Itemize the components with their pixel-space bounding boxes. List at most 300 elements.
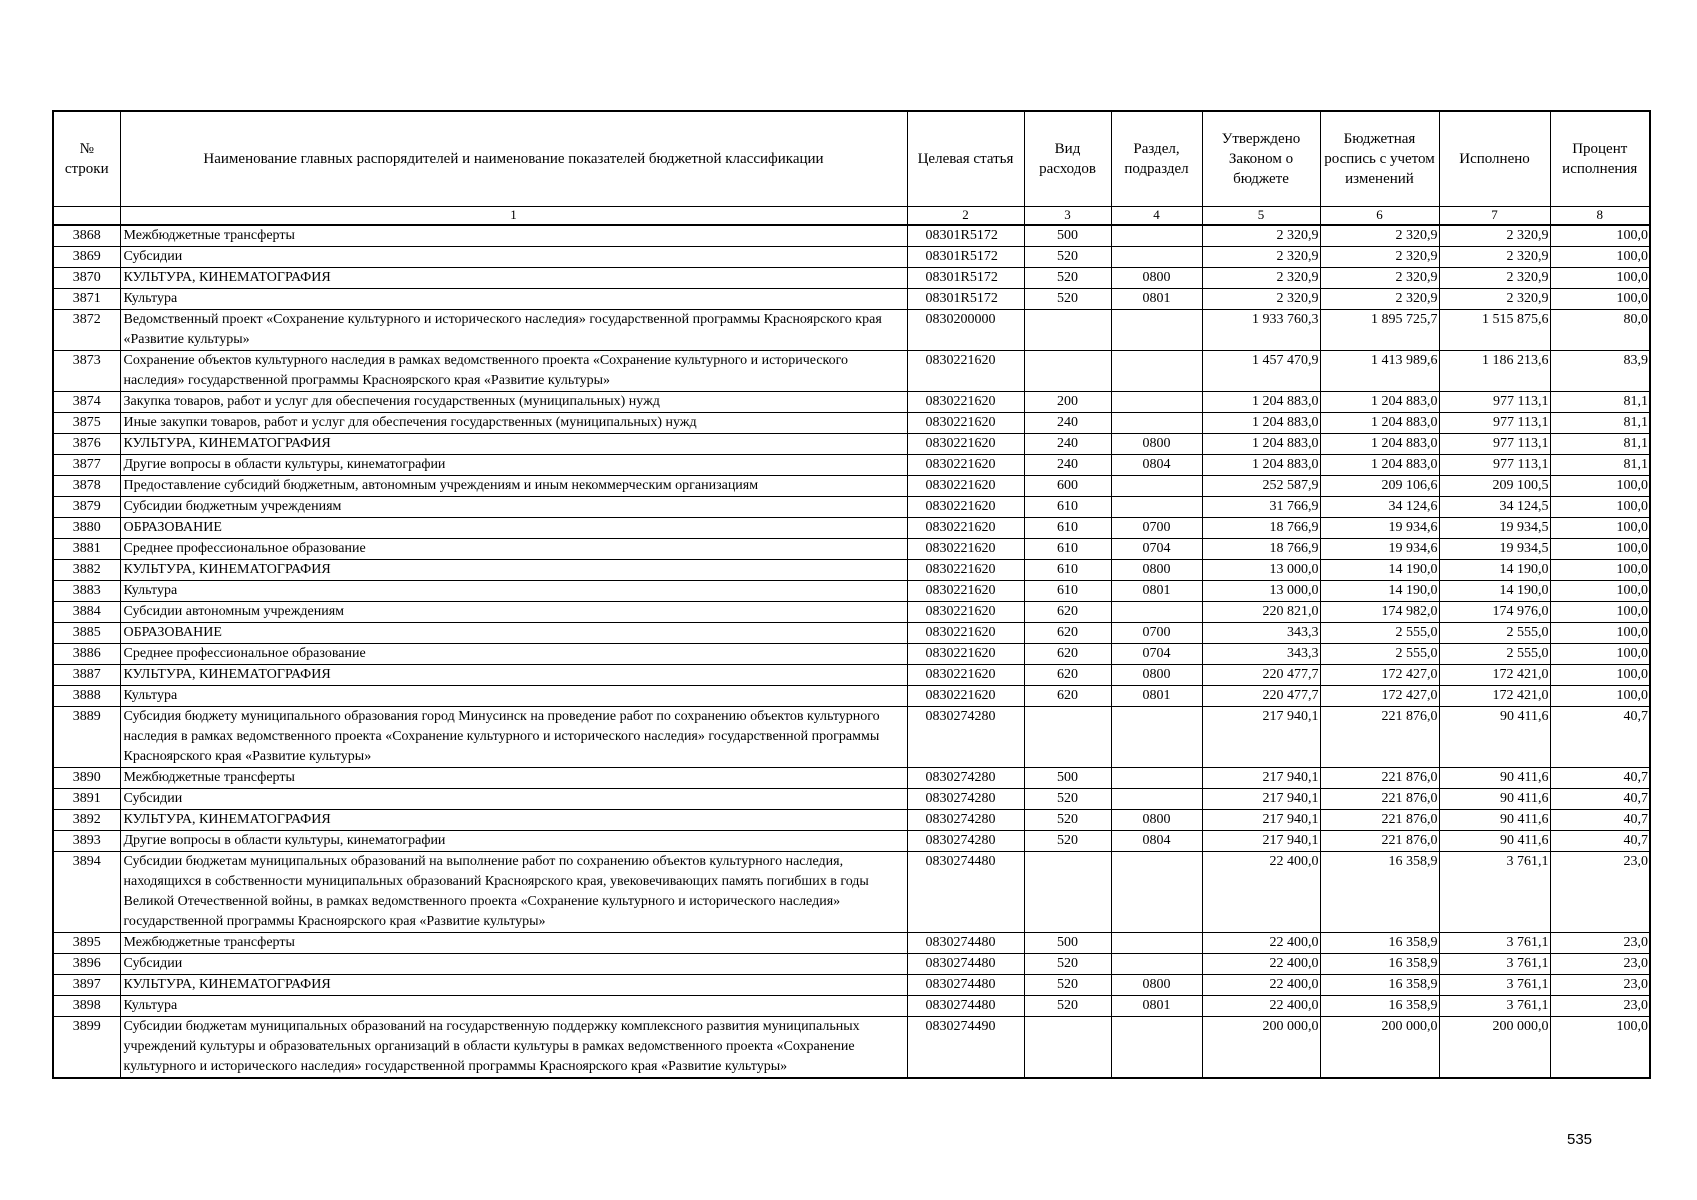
percent-cell: 100,0 bbox=[1550, 497, 1650, 518]
percent-cell: 81,1 bbox=[1550, 413, 1650, 434]
expense-type-cell: 620 bbox=[1024, 665, 1111, 686]
header-name: Наименование главных распорядителей и наименование показателей бюджетной классификации bbox=[120, 111, 907, 207]
expense-type-cell: 520 bbox=[1024, 810, 1111, 831]
row-number-cell: 3870 bbox=[53, 268, 120, 289]
approved-cell: 22 400,0 bbox=[1202, 996, 1320, 1017]
name-cell: Культура bbox=[120, 996, 907, 1017]
name-cell: Субсидии автономным учреждениям bbox=[120, 602, 907, 623]
column-number: 5 bbox=[1202, 207, 1320, 226]
name-cell: Межбюджетные трансферты bbox=[120, 933, 907, 954]
table-row bbox=[53, 581, 1650, 602]
approved-cell: 220 477,7 bbox=[1202, 665, 1320, 686]
header-executed: Исполнено bbox=[1439, 111, 1550, 207]
budget-list-cell: 1 204 883,0 bbox=[1320, 434, 1439, 455]
percent-cell: 81,1 bbox=[1550, 455, 1650, 476]
table-row bbox=[53, 539, 1650, 560]
budget-list-cell: 1 204 883,0 bbox=[1320, 413, 1439, 434]
target-article-cell: 0830221620 bbox=[907, 476, 1024, 497]
expense-type-cell: 520 bbox=[1024, 996, 1111, 1017]
row-number-cell: 3875 bbox=[53, 413, 120, 434]
section-cell: 0804 bbox=[1111, 455, 1202, 476]
percent-cell: 100,0 bbox=[1550, 268, 1650, 289]
approved-cell: 31 766,9 bbox=[1202, 497, 1320, 518]
row-number-cell: 3878 bbox=[53, 476, 120, 497]
target-article-cell: 0830221620 bbox=[907, 539, 1024, 560]
column-number: 4 bbox=[1111, 207, 1202, 226]
expense-type-cell: 610 bbox=[1024, 539, 1111, 560]
table-row bbox=[53, 810, 1650, 831]
name-cell: Субсидии bbox=[120, 954, 907, 975]
name-cell: Другие вопросы в области культуры, кинематографии bbox=[120, 455, 907, 476]
table-row bbox=[53, 413, 1650, 434]
percent-cell: 40,7 bbox=[1550, 831, 1650, 852]
table-body bbox=[53, 225, 1650, 1078]
section-cell bbox=[1111, 413, 1202, 434]
expense-type-cell: 520 bbox=[1024, 954, 1111, 975]
approved-cell: 220 821,0 bbox=[1202, 602, 1320, 623]
executed-cell: 2 555,0 bbox=[1439, 644, 1550, 665]
executed-cell: 3 761,1 bbox=[1439, 933, 1550, 954]
section-cell bbox=[1111, 310, 1202, 351]
budget-list-cell: 1 204 883,0 bbox=[1320, 455, 1439, 476]
approved-cell: 343,3 bbox=[1202, 623, 1320, 644]
approved-cell: 13 000,0 bbox=[1202, 581, 1320, 602]
target-article-cell: 0830200000 bbox=[907, 310, 1024, 351]
percent-cell: 100,0 bbox=[1550, 518, 1650, 539]
executed-cell: 90 411,6 bbox=[1439, 831, 1550, 852]
row-number-cell: 3872 bbox=[53, 310, 120, 351]
percent-cell: 40,7 bbox=[1550, 768, 1650, 789]
percent-cell: 100,0 bbox=[1550, 686, 1650, 707]
row-number-cell: 3882 bbox=[53, 560, 120, 581]
name-cell: КУЛЬТУРА, КИНЕМАТОГРАФИЯ bbox=[120, 268, 907, 289]
expense-type-cell: 240 bbox=[1024, 434, 1111, 455]
budget-list-cell: 2 320,9 bbox=[1320, 225, 1439, 247]
row-number-cell: 3885 bbox=[53, 623, 120, 644]
executed-cell: 90 411,6 bbox=[1439, 707, 1550, 768]
row-number-cell: 3887 bbox=[53, 665, 120, 686]
expense-type-cell: 240 bbox=[1024, 413, 1111, 434]
expense-type-cell: 520 bbox=[1024, 289, 1111, 310]
approved-cell: 2 320,9 bbox=[1202, 247, 1320, 268]
executed-cell: 977 113,1 bbox=[1439, 392, 1550, 413]
table-row bbox=[53, 789, 1650, 810]
target-article-cell: 0830274480 bbox=[907, 852, 1024, 933]
approved-cell: 217 940,1 bbox=[1202, 831, 1320, 852]
section-cell: 0804 bbox=[1111, 831, 1202, 852]
name-cell: Межбюджетные трансферты bbox=[120, 225, 907, 247]
budget-list-cell: 14 190,0 bbox=[1320, 560, 1439, 581]
expense-type-cell: 620 bbox=[1024, 644, 1111, 665]
table-row bbox=[53, 560, 1650, 581]
percent-cell: 100,0 bbox=[1550, 225, 1650, 247]
column-number: 2 bbox=[907, 207, 1024, 226]
name-cell: Субсидия бюджету муниципального образования город Минусинск на проведение работ по сохранению объектов культурного наследия в рамках ведомственного проекта «Сохранение культурного и исторического наследия» государственной программы Красноярского края «Развитие культуры» bbox=[120, 707, 907, 768]
table-row bbox=[53, 933, 1650, 954]
header-row-number: № строки bbox=[53, 111, 120, 207]
row-number-cell: 3881 bbox=[53, 539, 120, 560]
executed-cell: 14 190,0 bbox=[1439, 581, 1550, 602]
budget-list-cell: 221 876,0 bbox=[1320, 768, 1439, 789]
target-article-cell: 0830221620 bbox=[907, 665, 1024, 686]
budget-list-cell: 16 358,9 bbox=[1320, 975, 1439, 996]
row-number-cell: 3898 bbox=[53, 996, 120, 1017]
percent-cell: 100,0 bbox=[1550, 623, 1650, 644]
section-cell: 0700 bbox=[1111, 518, 1202, 539]
percent-cell: 100,0 bbox=[1550, 289, 1650, 310]
row-number-cell: 3880 bbox=[53, 518, 120, 539]
expense-type-cell: 620 bbox=[1024, 602, 1111, 623]
table-row bbox=[53, 975, 1650, 996]
name-cell: Предоставление субсидий бюджетным, автономным учреждениям и иным некоммерческим организациям bbox=[120, 476, 907, 497]
percent-cell: 100,0 bbox=[1550, 665, 1650, 686]
expense-type-cell: 610 bbox=[1024, 560, 1111, 581]
percent-cell: 81,1 bbox=[1550, 434, 1650, 455]
percent-cell: 100,0 bbox=[1550, 602, 1650, 623]
expense-type-cell: 520 bbox=[1024, 975, 1111, 996]
row-number-cell: 3879 bbox=[53, 497, 120, 518]
name-cell: Субсидии бюджетным учреждениям bbox=[120, 497, 907, 518]
table-row bbox=[53, 434, 1650, 455]
target-article-cell: 0830274280 bbox=[907, 768, 1024, 789]
budget-list-cell: 1 204 883,0 bbox=[1320, 392, 1439, 413]
percent-cell: 100,0 bbox=[1550, 560, 1650, 581]
expense-type-cell: 520 bbox=[1024, 268, 1111, 289]
table-row bbox=[53, 707, 1650, 768]
executed-cell: 2 320,9 bbox=[1439, 225, 1550, 247]
expense-type-cell: 620 bbox=[1024, 686, 1111, 707]
approved-cell: 1 933 760,3 bbox=[1202, 310, 1320, 351]
expense-type-cell: 200 bbox=[1024, 392, 1111, 413]
row-number-cell: 3897 bbox=[53, 975, 120, 996]
executed-cell: 2 320,9 bbox=[1439, 247, 1550, 268]
name-cell: Субсидии bbox=[120, 247, 907, 268]
target-article-cell: 08301R5172 bbox=[907, 268, 1024, 289]
name-cell: Культура bbox=[120, 289, 907, 310]
executed-cell: 1 186 213,6 bbox=[1439, 351, 1550, 392]
approved-cell: 1 204 883,0 bbox=[1202, 392, 1320, 413]
percent-cell: 100,0 bbox=[1550, 581, 1650, 602]
executed-cell: 34 124,5 bbox=[1439, 497, 1550, 518]
table-row bbox=[53, 644, 1650, 665]
table-header-row bbox=[53, 111, 1650, 207]
header-percent: Процент исполнения bbox=[1550, 111, 1650, 207]
expense-type-cell: 520 bbox=[1024, 831, 1111, 852]
target-article-cell: 0830274280 bbox=[907, 810, 1024, 831]
approved-cell: 22 400,0 bbox=[1202, 954, 1320, 975]
name-cell: Сохранение объектов культурного наследия в рамках ведомственного проекта «Сохранение культурного и исторического наследия» государственной программы Красноярского края «Развитие культуры» bbox=[120, 351, 907, 392]
section-cell bbox=[1111, 497, 1202, 518]
name-cell: Межбюджетные трансферты bbox=[120, 768, 907, 789]
expense-type-cell: 600 bbox=[1024, 476, 1111, 497]
name-cell: Среднее профессиональное образование bbox=[120, 644, 907, 665]
target-article-cell: 0830274280 bbox=[907, 707, 1024, 768]
budget-list-cell: 16 358,9 bbox=[1320, 996, 1439, 1017]
expense-type-cell bbox=[1024, 310, 1111, 351]
table-row bbox=[53, 476, 1650, 497]
budget-list-cell: 221 876,0 bbox=[1320, 707, 1439, 768]
budget-list-cell: 16 358,9 bbox=[1320, 852, 1439, 933]
section-cell bbox=[1111, 602, 1202, 623]
section-cell: 0801 bbox=[1111, 996, 1202, 1017]
target-article-cell: 0830274480 bbox=[907, 933, 1024, 954]
section-cell: 0800 bbox=[1111, 434, 1202, 455]
section-cell bbox=[1111, 789, 1202, 810]
budget-list-cell: 200 000,0 bbox=[1320, 1017, 1439, 1079]
table-row bbox=[53, 310, 1650, 351]
table-row bbox=[53, 455, 1650, 476]
budget-list-cell: 2 320,9 bbox=[1320, 268, 1439, 289]
budget-list-cell: 14 190,0 bbox=[1320, 581, 1439, 602]
target-article-cell: 0830221620 bbox=[907, 497, 1024, 518]
row-number-cell: 3899 bbox=[53, 1017, 120, 1079]
approved-cell: 22 400,0 bbox=[1202, 975, 1320, 996]
executed-cell: 3 761,1 bbox=[1439, 996, 1550, 1017]
column-number-row bbox=[53, 207, 1650, 226]
percent-cell: 80,0 bbox=[1550, 310, 1650, 351]
budget-list-cell: 2 320,9 bbox=[1320, 289, 1439, 310]
table-row bbox=[53, 768, 1650, 789]
target-article-cell: 0830274490 bbox=[907, 1017, 1024, 1079]
column-number: 3 bbox=[1024, 207, 1111, 226]
target-article-cell: 0830274280 bbox=[907, 789, 1024, 810]
section-cell: 0800 bbox=[1111, 975, 1202, 996]
expense-type-cell bbox=[1024, 852, 1111, 933]
percent-cell: 40,7 bbox=[1550, 707, 1650, 768]
row-number-cell: 3890 bbox=[53, 768, 120, 789]
executed-cell: 19 934,5 bbox=[1439, 539, 1550, 560]
name-cell: КУЛЬТУРА, КИНЕМАТОГРАФИЯ bbox=[120, 975, 907, 996]
executed-cell: 3 761,1 bbox=[1439, 852, 1550, 933]
section-cell bbox=[1111, 351, 1202, 392]
header-budget-list: Бюджетная роспись с учетом изменений bbox=[1320, 111, 1439, 207]
executed-cell: 977 113,1 bbox=[1439, 434, 1550, 455]
executed-cell: 174 976,0 bbox=[1439, 602, 1550, 623]
column-number: 8 bbox=[1550, 207, 1650, 226]
approved-cell: 18 766,9 bbox=[1202, 518, 1320, 539]
executed-cell: 3 761,1 bbox=[1439, 975, 1550, 996]
header-expense-type: Вид расходов bbox=[1024, 111, 1111, 207]
section-cell: 0704 bbox=[1111, 644, 1202, 665]
executed-cell: 90 411,6 bbox=[1439, 768, 1550, 789]
budget-execution-table bbox=[52, 110, 1651, 1079]
section-cell bbox=[1111, 933, 1202, 954]
target-article-cell: 0830221620 bbox=[907, 581, 1024, 602]
expense-type-cell: 520 bbox=[1024, 789, 1111, 810]
executed-cell: 172 421,0 bbox=[1439, 686, 1550, 707]
approved-cell: 18 766,9 bbox=[1202, 539, 1320, 560]
section-cell bbox=[1111, 768, 1202, 789]
expense-type-cell: 240 bbox=[1024, 455, 1111, 476]
table-row bbox=[53, 247, 1650, 268]
executed-cell: 977 113,1 bbox=[1439, 413, 1550, 434]
expense-type-cell: 500 bbox=[1024, 768, 1111, 789]
percent-cell: 23,0 bbox=[1550, 852, 1650, 933]
row-number-cell: 3876 bbox=[53, 434, 120, 455]
executed-cell: 2 555,0 bbox=[1439, 623, 1550, 644]
budget-list-cell: 16 358,9 bbox=[1320, 933, 1439, 954]
budget-list-cell: 221 876,0 bbox=[1320, 831, 1439, 852]
target-article-cell: 0830221620 bbox=[907, 455, 1024, 476]
row-number-cell: 3891 bbox=[53, 789, 120, 810]
target-article-cell: 0830221620 bbox=[907, 644, 1024, 665]
executed-cell: 172 421,0 bbox=[1439, 665, 1550, 686]
target-article-cell: 08301R5172 bbox=[907, 247, 1024, 268]
section-cell: 0800 bbox=[1111, 268, 1202, 289]
table-row bbox=[53, 392, 1650, 413]
name-cell: Другие вопросы в области культуры, кинематографии bbox=[120, 831, 907, 852]
approved-cell: 2 320,9 bbox=[1202, 225, 1320, 247]
approved-cell: 22 400,0 bbox=[1202, 933, 1320, 954]
budget-list-cell: 19 934,6 bbox=[1320, 539, 1439, 560]
column-number: 7 bbox=[1439, 207, 1550, 226]
section-cell: 0800 bbox=[1111, 810, 1202, 831]
row-number-cell: 3874 bbox=[53, 392, 120, 413]
budget-list-cell: 34 124,6 bbox=[1320, 497, 1439, 518]
executed-cell: 2 320,9 bbox=[1439, 268, 1550, 289]
target-article-cell: 0830221620 bbox=[907, 623, 1024, 644]
section-cell bbox=[1111, 392, 1202, 413]
header-section: Раздел, подраздел bbox=[1111, 111, 1202, 207]
row-number-cell: 3889 bbox=[53, 707, 120, 768]
header-approved: Утверждено Законом о бюджете bbox=[1202, 111, 1320, 207]
percent-cell: 100,0 bbox=[1550, 644, 1650, 665]
table-row bbox=[53, 289, 1650, 310]
target-article-cell: 0830221620 bbox=[907, 413, 1024, 434]
approved-cell: 1 204 883,0 bbox=[1202, 434, 1320, 455]
target-article-cell: 0830221620 bbox=[907, 434, 1024, 455]
row-number-cell: 3886 bbox=[53, 644, 120, 665]
row-number-cell: 3868 bbox=[53, 225, 120, 247]
budget-list-cell: 1 895 725,7 bbox=[1320, 310, 1439, 351]
percent-cell: 100,0 bbox=[1550, 1017, 1650, 1079]
table-row bbox=[53, 665, 1650, 686]
name-cell: Субсидии бюджетам муниципальных образований на выполнение работ по сохранению объектов культурного наследия, находящихся в собственности муниципальных образований Красноярского края, увековечивающих память погибших в годы Великой Отечественной войны, в рамках ведомственного проекта «Сохранение культурного и исторического наследия» государственной программы Красноярского края «Развитие культуры» bbox=[120, 852, 907, 933]
approved-cell: 220 477,7 bbox=[1202, 686, 1320, 707]
section-cell: 0704 bbox=[1111, 539, 1202, 560]
executed-cell: 14 190,0 bbox=[1439, 560, 1550, 581]
table-row bbox=[53, 831, 1650, 852]
approved-cell: 217 940,1 bbox=[1202, 768, 1320, 789]
name-cell: Культура bbox=[120, 581, 907, 602]
section-cell: 0800 bbox=[1111, 560, 1202, 581]
executed-cell: 209 100,5 bbox=[1439, 476, 1550, 497]
target-article-cell: 0830274480 bbox=[907, 975, 1024, 996]
name-cell: Иные закупки товаров, работ и услуг для обеспечения государственных (муниципальных) нужд bbox=[120, 413, 907, 434]
expense-type-cell: 610 bbox=[1024, 518, 1111, 539]
executed-cell: 200 000,0 bbox=[1439, 1017, 1550, 1079]
percent-cell: 83,9 bbox=[1550, 351, 1650, 392]
budget-list-cell: 221 876,0 bbox=[1320, 810, 1439, 831]
name-cell: ОБРАЗОВАНИЕ bbox=[120, 623, 907, 644]
row-number-cell: 3893 bbox=[53, 831, 120, 852]
approved-cell: 343,3 bbox=[1202, 644, 1320, 665]
executed-cell: 2 320,9 bbox=[1439, 289, 1550, 310]
section-cell: 0801 bbox=[1111, 289, 1202, 310]
section-cell bbox=[1111, 476, 1202, 497]
approved-cell: 1 204 883,0 bbox=[1202, 455, 1320, 476]
row-number-cell: 3895 bbox=[53, 933, 120, 954]
target-article-cell: 0830221620 bbox=[907, 518, 1024, 539]
expense-type-cell: 520 bbox=[1024, 247, 1111, 268]
table-row bbox=[53, 225, 1650, 247]
section-cell bbox=[1111, 247, 1202, 268]
executed-cell: 977 113,1 bbox=[1439, 455, 1550, 476]
target-article-cell: 0830221620 bbox=[907, 560, 1024, 581]
target-article-cell: 0830274480 bbox=[907, 954, 1024, 975]
expense-type-cell: 620 bbox=[1024, 623, 1111, 644]
executed-cell: 3 761,1 bbox=[1439, 954, 1550, 975]
column-number bbox=[53, 207, 120, 226]
table-row bbox=[53, 996, 1650, 1017]
expense-type-cell bbox=[1024, 1017, 1111, 1079]
target-article-cell: 08301R5172 bbox=[907, 289, 1024, 310]
name-cell: Ведомственный проект «Сохранение культурного и исторического наследия» государственной программы Красноярского края «Развитие культуры» bbox=[120, 310, 907, 351]
target-article-cell: 0830221620 bbox=[907, 602, 1024, 623]
budget-list-cell: 172 427,0 bbox=[1320, 686, 1439, 707]
row-number-cell: 3888 bbox=[53, 686, 120, 707]
row-number-cell: 3869 bbox=[53, 247, 120, 268]
row-number-cell: 3892 bbox=[53, 810, 120, 831]
percent-cell: 40,7 bbox=[1550, 810, 1650, 831]
approved-cell: 2 320,9 bbox=[1202, 268, 1320, 289]
expense-type-cell: 610 bbox=[1024, 581, 1111, 602]
section-cell bbox=[1111, 852, 1202, 933]
row-number-cell: 3883 bbox=[53, 581, 120, 602]
section-cell bbox=[1111, 954, 1202, 975]
budget-list-cell: 16 358,9 bbox=[1320, 954, 1439, 975]
approved-cell: 252 587,9 bbox=[1202, 476, 1320, 497]
budget-list-cell: 2 320,9 bbox=[1320, 247, 1439, 268]
target-article-cell: 0830221620 bbox=[907, 686, 1024, 707]
expense-type-cell: 500 bbox=[1024, 225, 1111, 247]
percent-cell: 23,0 bbox=[1550, 954, 1650, 975]
row-number-cell: 3894 bbox=[53, 852, 120, 933]
table-row bbox=[53, 954, 1650, 975]
section-cell: 0801 bbox=[1111, 686, 1202, 707]
section-cell: 0700 bbox=[1111, 623, 1202, 644]
name-cell: КУЛЬТУРА, КИНЕМАТОГРАФИЯ bbox=[120, 560, 907, 581]
row-number-cell: 3896 bbox=[53, 954, 120, 975]
expense-type-cell bbox=[1024, 351, 1111, 392]
name-cell: Среднее профессиональное образование bbox=[120, 539, 907, 560]
target-article-cell: 0830274280 bbox=[907, 831, 1024, 852]
percent-cell: 100,0 bbox=[1550, 247, 1650, 268]
name-cell: Субсидии бюджетам муниципальных образований на государственную поддержку комплексного развития муниципальных учреждений культуры и образовательных организаций в области культуры в рамках ведомственного проекта «Сохранение культурного и исторического наследия» государственной программы Красноярского края «Развитие культуры» bbox=[120, 1017, 907, 1079]
percent-cell: 23,0 bbox=[1550, 933, 1650, 954]
table-row bbox=[53, 623, 1650, 644]
approved-cell: 22 400,0 bbox=[1202, 852, 1320, 933]
percent-cell: 100,0 bbox=[1550, 476, 1650, 497]
budget-list-cell: 2 555,0 bbox=[1320, 623, 1439, 644]
approved-cell: 1 457 470,9 bbox=[1202, 351, 1320, 392]
target-article-cell: 0830221620 bbox=[907, 351, 1024, 392]
executed-cell: 90 411,6 bbox=[1439, 810, 1550, 831]
column-number: 1 bbox=[120, 207, 907, 226]
header-target-article: Целевая статья bbox=[907, 111, 1024, 207]
target-article-cell: 0830274480 bbox=[907, 996, 1024, 1017]
section-cell: 0801 bbox=[1111, 581, 1202, 602]
row-number-cell: 3884 bbox=[53, 602, 120, 623]
executed-cell: 19 934,5 bbox=[1439, 518, 1550, 539]
expense-type-cell bbox=[1024, 707, 1111, 768]
table-row bbox=[53, 852, 1650, 933]
name-cell: Закупка товаров, работ и услуг для обеспечения государственных (муниципальных) нужд bbox=[120, 392, 907, 413]
budget-list-cell: 174 982,0 bbox=[1320, 602, 1439, 623]
name-cell: Субсидии bbox=[120, 789, 907, 810]
table-row bbox=[53, 268, 1650, 289]
row-number-cell: 3873 bbox=[53, 351, 120, 392]
